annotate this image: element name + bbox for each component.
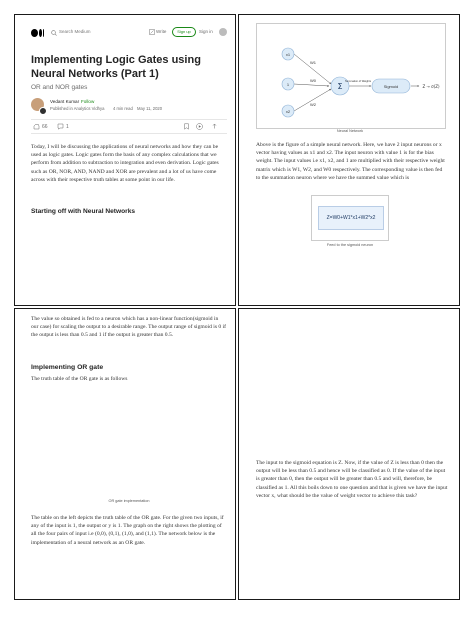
publication-avatar[interactable] xyxy=(39,107,47,115)
article-title: Implementing Logic Gates using Neural Networks (Part 1) xyxy=(31,54,201,80)
publication-line[interactable]: Published in Analytics Vidhya xyxy=(50,106,105,111)
divider xyxy=(31,119,227,120)
signup-button[interactable]: Sign up xyxy=(172,27,196,37)
intro-paragraph: Today, I will be discussing the applications of neural networks and how they can be used as logic gates. Logic gates form the basis of any complex calculations that we perform from addition to subtraction to integration and even derivation. Logic gates such as OR, NOR, AND, NAND and XOR are prevalent and a lot of us have come across with their respective truth tables at some point in our life. xyxy=(31,144,219,183)
share-icon[interactable] xyxy=(211,123,218,130)
top-bar xyxy=(31,27,227,39)
summation-caption: Summation of Weights xyxy=(344,80,372,83)
play-icon[interactable] xyxy=(196,123,203,130)
medium-logo[interactable] xyxy=(31,29,45,37)
section-heading: Starting off with Neural Networks xyxy=(31,208,136,215)
comment-icon[interactable] xyxy=(57,123,64,130)
w0-label: W0 xyxy=(310,78,316,83)
page-panel-4 xyxy=(238,308,460,600)
neural-network-diagram xyxy=(256,23,446,129)
edge-x2 xyxy=(294,89,331,111)
clap-count: 66 xyxy=(42,124,48,130)
summation-formula: Z=W0+W1*x1+W2*x2 xyxy=(318,206,384,230)
x1-label: x1 xyxy=(285,52,291,57)
publish-date: May 11, 2020 xyxy=(137,106,163,111)
or-gate-caption: OR gate implementation xyxy=(108,499,150,503)
sigmoid-input-paragraph: The input to the sigmoid equation is Z. Now, if the value of Z is less than 0 then the output will be less than 0.5 and hence will be classified as 0. If the value of the input is greater than 0, then the output will be greater than 0.5 and will, therefore, be classified as 1. All this boils down to one question and that is given we have the input vector x, what should be the value of weight vector to achieve this task? xyxy=(256,460,448,499)
page-panel-1 xyxy=(14,14,236,306)
bookmark-icon[interactable] xyxy=(183,123,190,130)
diagram-caption: Neural Network xyxy=(336,129,364,133)
search-icon xyxy=(51,30,57,36)
article-subtitle: OR and NOR gates xyxy=(31,84,88,91)
read-time: 4 min read xyxy=(113,106,133,111)
clap-icon[interactable] xyxy=(33,123,40,130)
page-panel-2 xyxy=(238,14,460,306)
follow-button[interactable]: Follow xyxy=(81,99,95,104)
write-button[interactable]: Write xyxy=(156,29,167,34)
comment-count: 1 xyxy=(66,124,69,130)
author-name[interactable]: Vedant Kumar xyxy=(50,99,80,104)
sigma-label: Σ xyxy=(337,82,343,91)
sigmoid-paragraph: The value so obtained is fed to a neuron which has a non-linear function(sigmoid in our case) for scaling the output to a desirable range. The output range of sigmoid is 0 if the output is less than 0.5 and 1 if the output is greater than 0.5. xyxy=(31,316,227,339)
neural-network-svg xyxy=(257,24,445,128)
or-gate-heading: Implementing OR gate xyxy=(31,364,104,371)
search-input[interactable]: Search Medium xyxy=(59,29,91,34)
x2-label: x2 xyxy=(285,109,291,114)
truth-table-intro: The truth table of the OR gate is as follows xyxy=(31,376,128,382)
w2-label: W2 xyxy=(310,102,316,107)
network-paragraph: Above is the figure of a simple neural network. Here, we have 2 input neurons or x vector having values as x1 and x2. The input neuron with value 1 is for the bias weight. The input values i.e x1, x2, and 1 are multiplied with their respective weight matrix which is W1, W2, and W0 respectively. The corresponding value is then fed to the summation neuron where we have the summed value which is xyxy=(256,142,445,181)
output-label: Z → σ(Z) xyxy=(422,84,440,89)
user-avatar[interactable] xyxy=(219,28,227,36)
edge-bias xyxy=(294,84,329,86)
signin-link[interactable]: Sign in xyxy=(199,29,213,34)
write-icon xyxy=(149,29,155,35)
formula-figure xyxy=(311,195,389,241)
formula-caption: Feed to the sigmoid neuron xyxy=(326,243,374,247)
sigmoid-label: Sigmoid xyxy=(383,84,399,89)
page-panel-3 xyxy=(14,308,236,600)
bias-label: 1 xyxy=(286,82,290,87)
or-gate-paragraph: The table on the left depicts the truth table of the OR gate. For the given two inputs, if any of the input is 1, the output or y is 1. The graph on the right shows the plotting of all the four pairs of input i.e (0,0), (0,1), (1,0), and (1,1). The network below is the implementation of a neural network as an OR gate. xyxy=(31,515,224,546)
w1-label: W1 xyxy=(310,60,316,65)
divider xyxy=(31,133,227,134)
